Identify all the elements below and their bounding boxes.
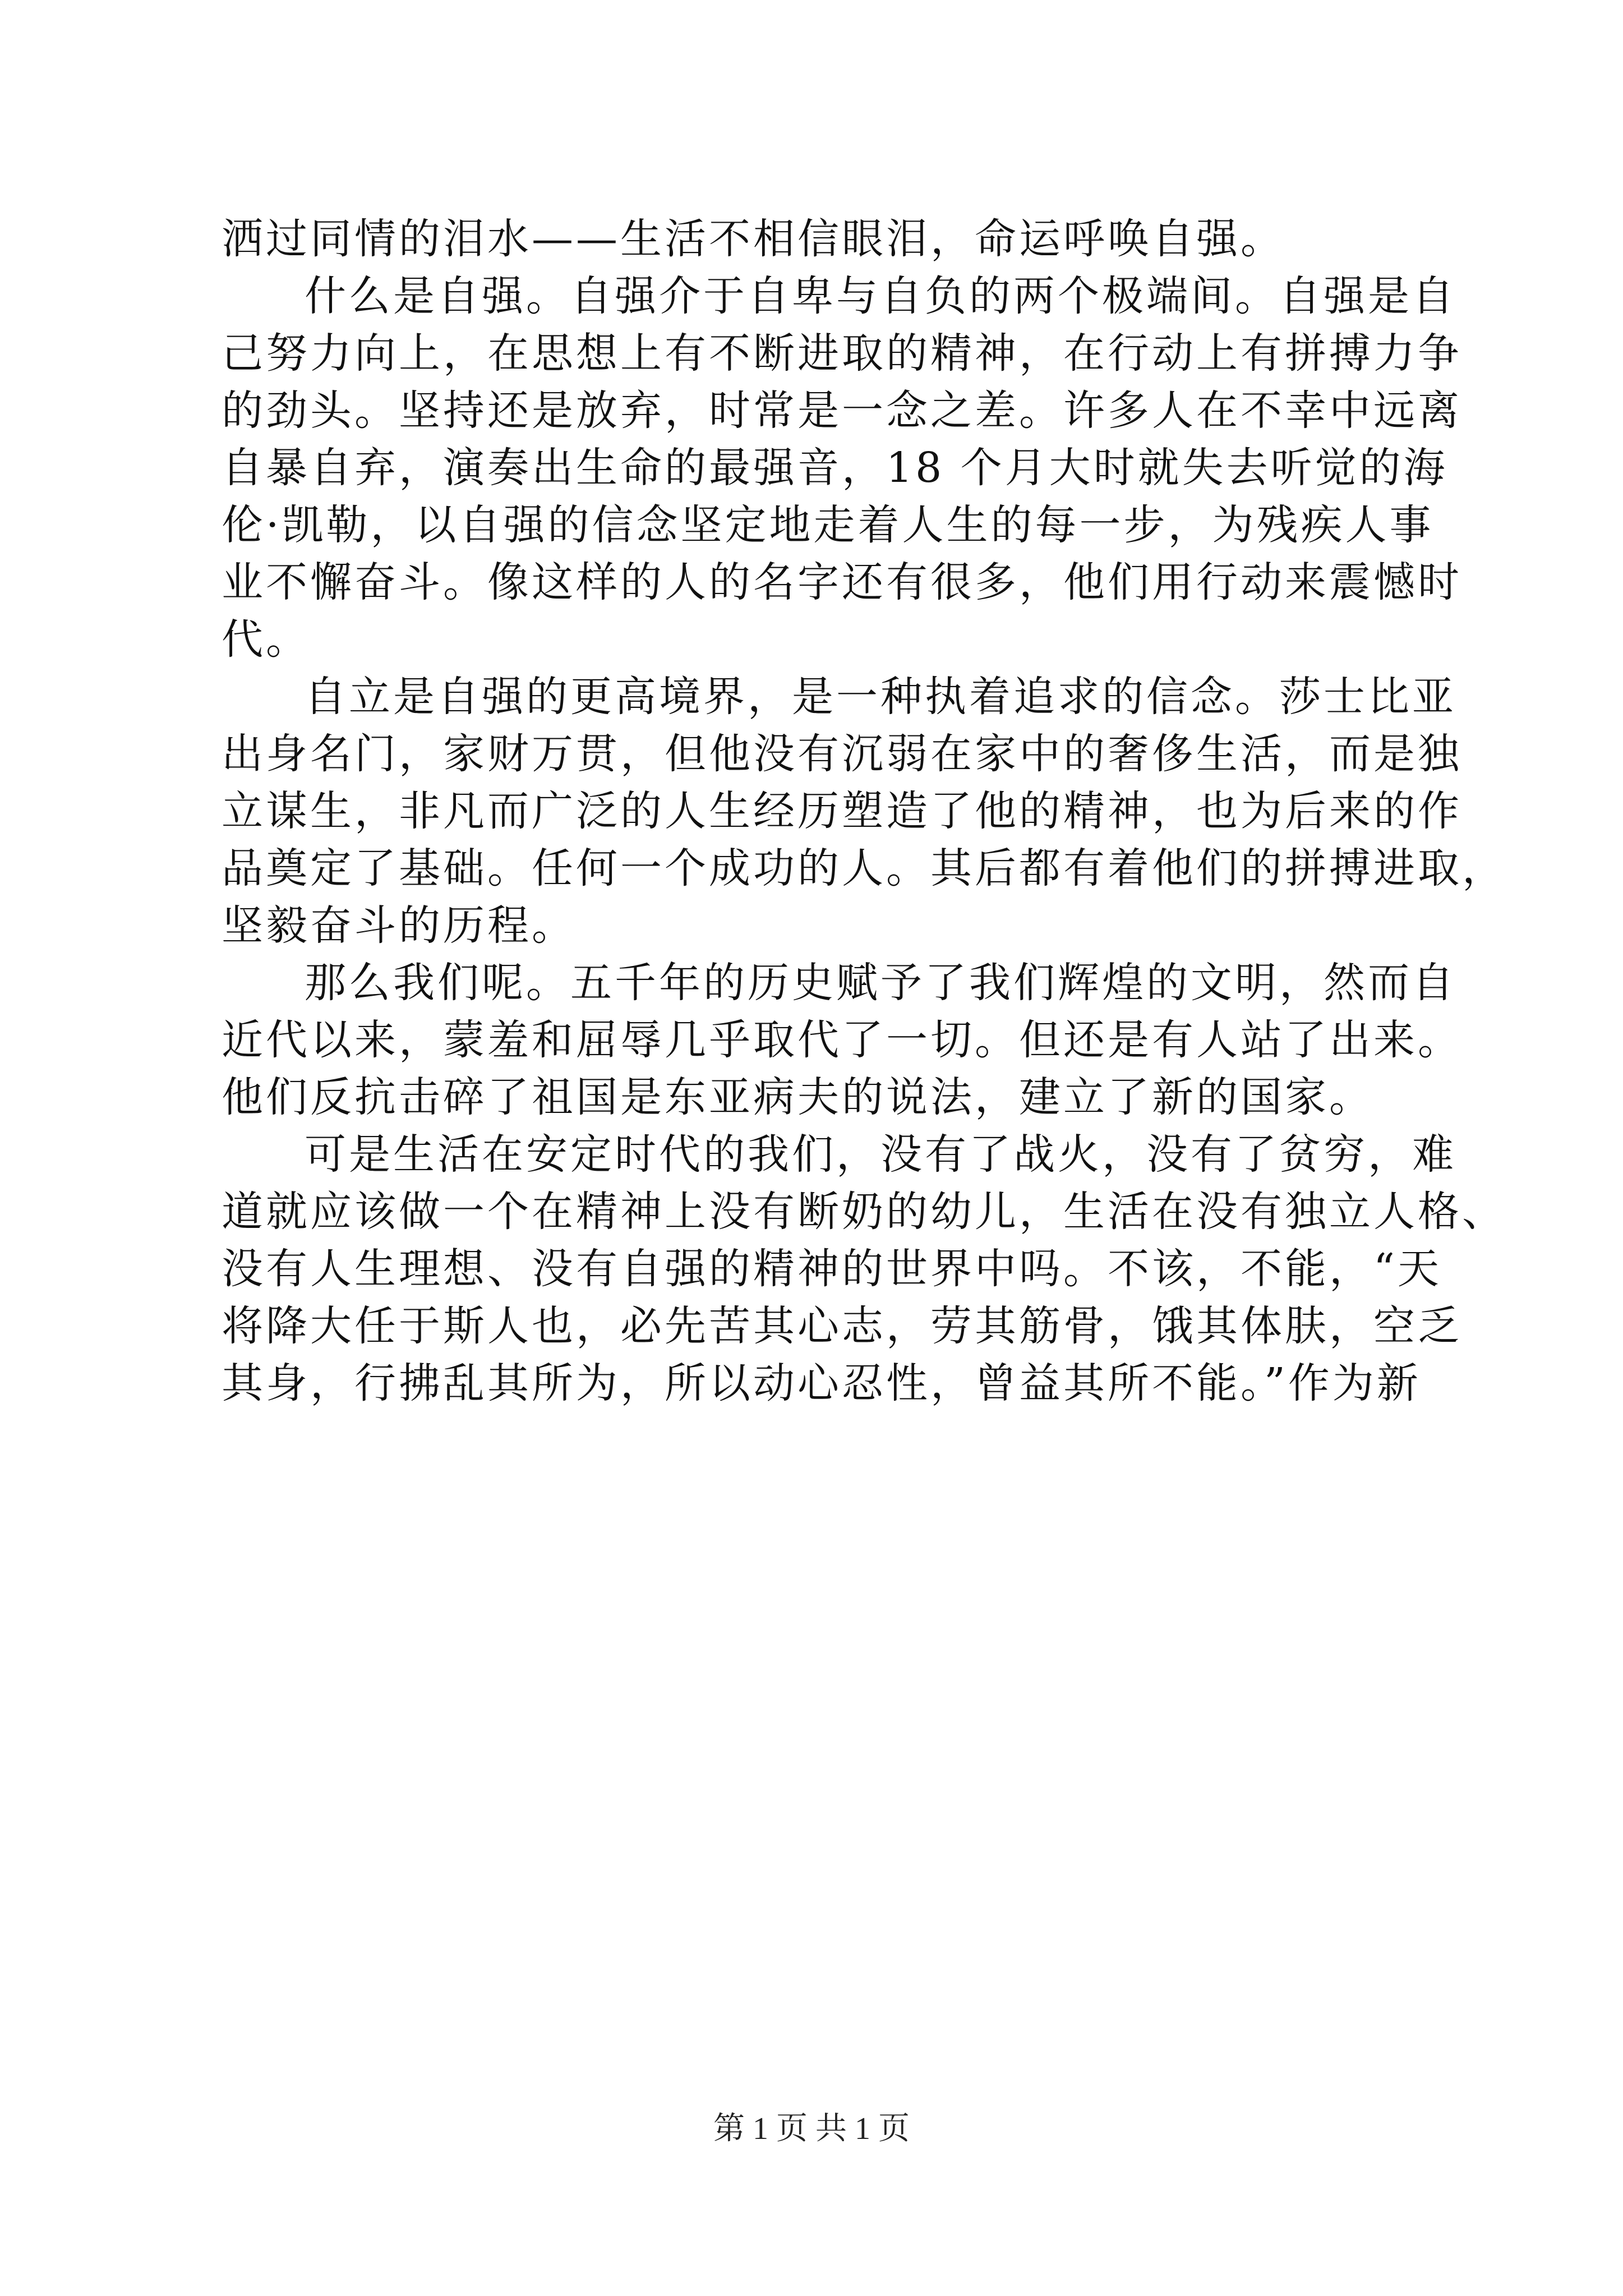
text-line: 业不懈奋斗。像这样的人的名字还有很多，他们用行动来震憾时 (222, 558, 1462, 606)
text-line: 没有人生理想、没有自强的精神的世界中吗。不该，不能，“天 (222, 1245, 1442, 1293)
text-line: 其身，行拂乱其所为，所以动心忍性，曾益其所不能。”作为新 (222, 1359, 1421, 1407)
paragraph-start-line: 自立是自强的更高境界，是一种执着追求的信念。莎士比亚 (305, 673, 1456, 721)
paragraph-start-line: 那么我们呢。五千年的历史赋予了我们辉煌的文明，然而自 (305, 959, 1456, 1007)
text-line: 坚毅奋斗的历程。 (222, 901, 576, 950)
document-body (222, 213, 1506, 1415)
text-line: 自暴自弃，演奏出生命的最强音，18 个月大时就失去听觉的海 (222, 444, 1448, 492)
paragraph-start-line: 可是生活在安定时代的我们，没有了战火，没有了贫穷，难 (305, 1130, 1456, 1179)
text-line: 出身名门，家财万贯，但他没有沉弱在家中的奢侈生活，而是独 (222, 730, 1462, 778)
text-line: 立谋生，非凡而广泛的人生经历塑造了他的精神，也为后来的作 (222, 787, 1462, 835)
text-line: 己努力向上，在思想上有不断进取的精神，在行动上有拼搏力争 (222, 329, 1462, 378)
text-line: 的劲头。坚持还是放弃，时常是一念之差。许多人在不幸中远离 (222, 386, 1462, 435)
paragraph-start-line: 什么是自强。自强介于自卑与自负的两个极端间。自强是自 (305, 272, 1456, 320)
page-footer: 第 1 页 共 1 页 (713, 2111, 910, 2146)
text-line: 代。 (222, 615, 310, 664)
text-line: 将降大任于斯人也，必先苦其心志，劳其筋骨，饿其体肤，空乏 (222, 1302, 1462, 1350)
text-line: 品奠定了基础。任何一个成功的人。其后都有着他们的拼搏进取， (222, 844, 1506, 892)
text-line: 近代以来，蒙羞和屈辱几乎取代了一切。但还是有人站了出来。 (222, 1016, 1462, 1064)
text-line: 道就应该做一个在精神上没有断奶的幼儿，生活在没有独立人格、 (222, 1188, 1506, 1236)
text-line: 他们反抗击碎了祖国是东亚病夫的说法，建立了新的国家。 (222, 1073, 1373, 1121)
text-line: 伦·凯勒，以自强的信念坚定地走着人生的每一步，为残疾人事 (222, 501, 1434, 549)
text-line: 洒过同情的泪水——生活不相信眼泪，命运呼唤自强。 (222, 215, 1285, 263)
